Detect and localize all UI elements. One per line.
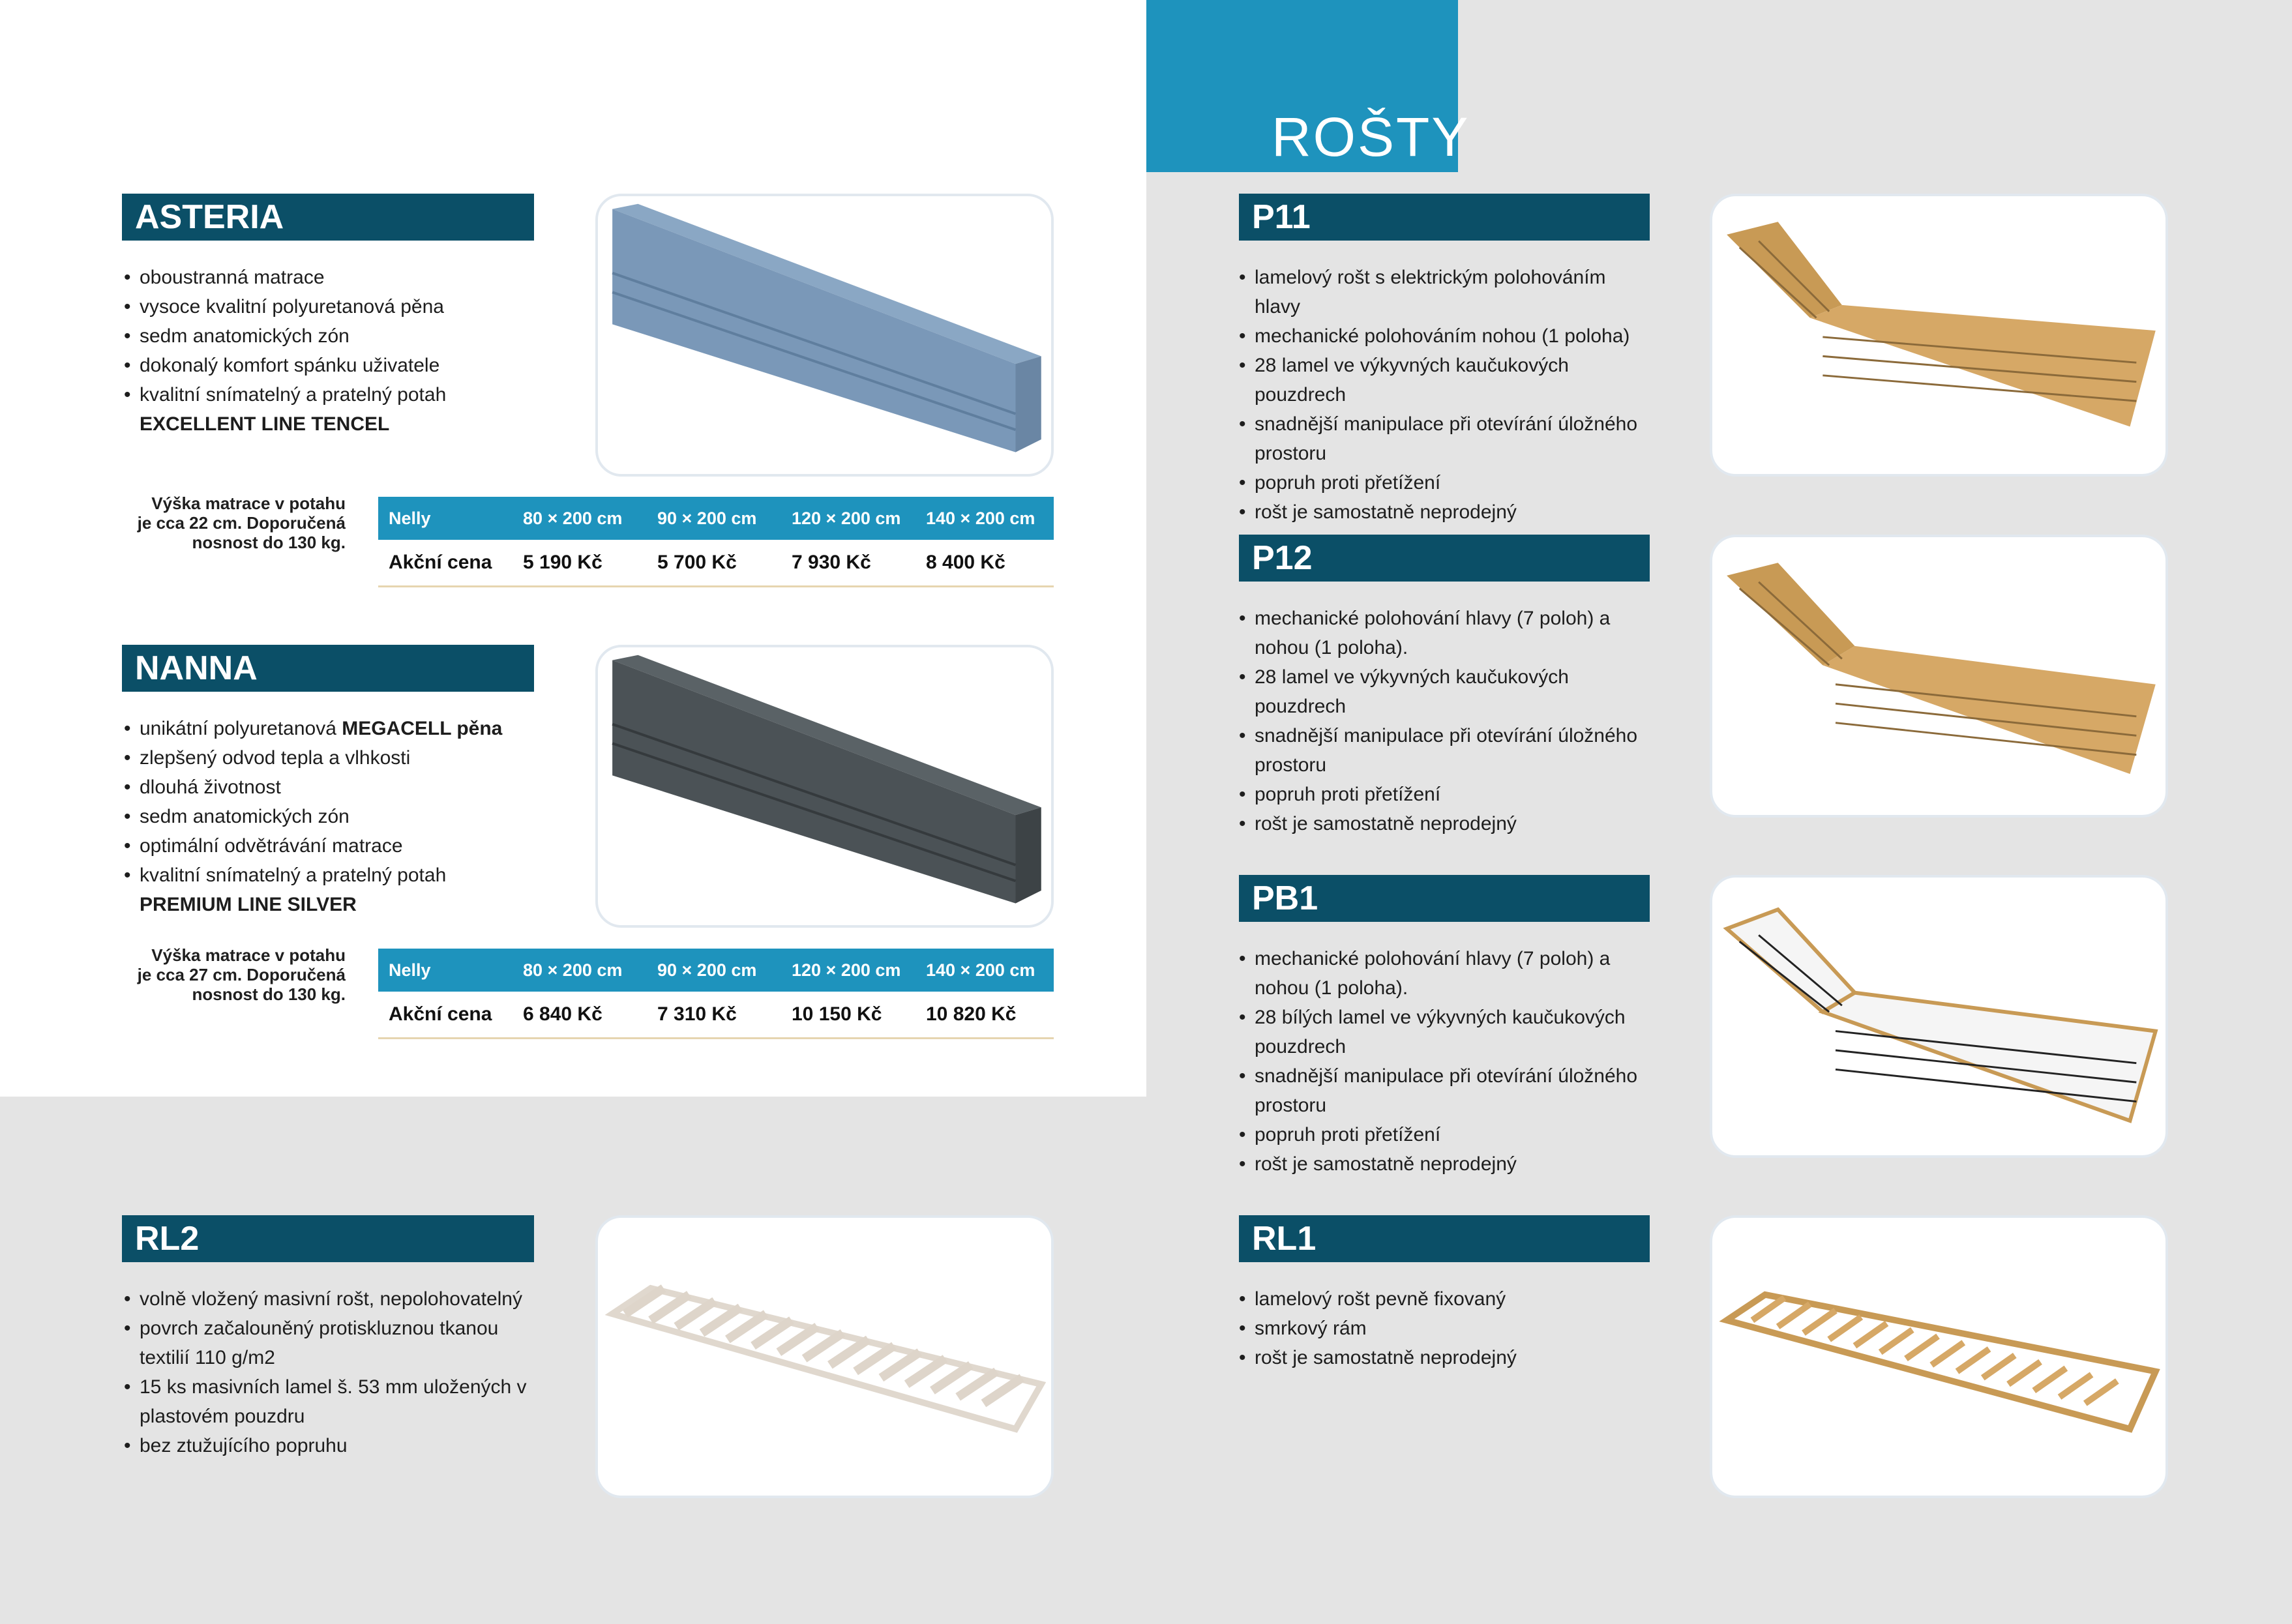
list-item: • rošt je samostatně neprodejný [1239,497,1656,527]
list-item: • povrch začalouněný protiskluznou tkanou textilií 110 g/m2 [124,1314,541,1372]
nanna-features [124,714,541,919]
section-title: ROŠTY [1272,106,1470,168]
table-cell: 7 930 Kč [781,540,915,587]
list-item: • rošt je samostatně neprodejný [1239,809,1656,838]
slatted-frame-illustration [1712,878,2165,1155]
table-row [378,992,1054,1039]
list-item: • oboustranná matrace [124,263,541,292]
table-cell: 140 × 200 cm [915,949,1054,992]
table-cell: 7 310 Kč [647,992,781,1039]
pb1-frame-image [1710,875,2168,1158]
list-item: • mechanické polohování hlavy (7 poloh) a nohou (1 poloha). [1239,604,1656,662]
list-item: • 28 lamel ve výkyvných kaučukových pouzdrech [1239,351,1656,409]
table-cell: 8 400 Kč [915,540,1054,587]
table-cell: Akční cena [378,540,513,587]
list-item: • 15 ks masivních lamel š. 53 mm uložených v plastovém pouzdru [124,1372,541,1431]
p12-frame-image [1710,535,2168,818]
table-cell: 6 840 Kč [513,992,647,1039]
table-header-row [378,497,1054,540]
table-cell: 90 × 200 cm [647,497,781,540]
list-item: • kvalitní snímatelný a pratelný potah EXCELLENT LINE TENCEL [124,380,541,439]
rl1-features [1239,1284,1656,1372]
list-item: • popruh proti přetížení [1239,1120,1656,1149]
list-item: • snadnější manipulace při otevírání úložného prostoru [1239,721,1656,780]
nanna-header: NANNA [122,645,534,692]
list-item: • dokonalý komfort spánku uživatele [124,351,541,380]
table-cell: 5 190 Kč [513,540,647,587]
asteria-header: ASTERIA [122,194,534,241]
p12-header: P12 [1239,535,1650,582]
list-item: • zlepšený odvod tepla a vlhkosti [124,743,541,773]
asteria-mattress-image [595,194,1054,477]
rl1-frame-image [1710,1215,2168,1498]
list-item: • smrkový rám [1239,1314,1656,1343]
list-item: • 28 bílých lamel ve výkyvných kaučukových pouzdrech [1239,1003,1656,1061]
table-cell: Nelly [378,949,513,992]
list-item: • unikátní polyuretanová MEGACELL pěna [124,714,541,743]
p11-features [1239,263,1656,527]
table-cell: Akční cena [378,992,513,1039]
asteria-price-table [378,497,1054,587]
list-item: • mechanické polohování hlavy (7 poloh) a nohou (1 poloha). [1239,944,1656,1003]
rl2-frame-image [595,1215,1054,1498]
table-cell: 10 150 Kč [781,992,915,1039]
p12-features [1239,604,1656,838]
list-item: • dlouhá životnost [124,773,541,802]
list-item: • lamelový rošt s elektrickým polohováním hlavy [1239,263,1656,321]
list-item: • 28 lamel ve výkyvných kaučukových pouzdrech [1239,662,1656,721]
list-item: • sedm anatomických zón [124,321,541,351]
list-item: • snadnější manipulace při otevírání úložného prostoru [1239,1061,1656,1120]
nanna-mattress-image [595,645,1054,928]
p11-header: P11 [1239,194,1650,241]
table-cell: 80 × 200 cm [513,949,647,992]
pb1-features [1239,944,1656,1179]
list-item: • lamelový rošt pevně fixovaný [1239,1284,1656,1314]
table-cell: 120 × 200 cm [781,497,915,540]
list-item: • popruh proti přetížení [1239,780,1656,809]
list-item: • kvalitní snímatelný a pratelný potah PREMIUM LINE SILVER [124,861,541,919]
list-item: • rošt je samostatně neprodejný [1239,1343,1656,1372]
rl2-features [124,1284,541,1460]
p11-frame-image [1710,194,2168,477]
table-cell: 10 820 Kč [915,992,1054,1039]
list-item: • volně vložený masivní rošt, nepolohovatelný [124,1284,541,1314]
list-item: • snadnější manipulace při otevírání úložného prostoru [1239,409,1656,468]
list-item: • bez ztužujícího popruhu [124,1431,541,1460]
table-cell: 140 × 200 cm [915,497,1054,540]
list-item: • mechanické polohováním nohou (1 poloha) [1239,321,1656,351]
asteria-note: Výška matrace v potahu je cca 22 cm. Doporučená nosnost do 130 kg. [137,494,346,552]
table-row [378,540,1054,587]
table-cell: Nelly [378,497,513,540]
list-item: • optimální odvětrávání matrace [124,831,541,861]
list-item: • vysoce kvalitní polyuretanová pěna [124,292,541,321]
slatted-frame-illustration [1712,1218,2165,1496]
table-cell: 90 × 200 cm [647,949,781,992]
slatted-frame-illustration [1712,196,2165,474]
list-item: • rošt je samostatně neprodejný [1239,1149,1656,1179]
list-item: • popruh proti přetížení [1239,468,1656,497]
table-cell: 120 × 200 cm [781,949,915,992]
table-cell: 5 700 Kč [647,540,781,587]
table-header-row [378,949,1054,992]
mattress-illustration [598,196,1051,474]
list-item: • sedm anatomických zón [124,802,541,831]
rl1-header: RL1 [1239,1215,1650,1262]
nanna-note: Výška matrace v potahu je cca 27 cm. Doporučená nosnost do 130 kg. [137,945,346,1004]
pb1-header: PB1 [1239,875,1650,922]
nanna-price-table [378,949,1054,1039]
rl2-header: RL2 [122,1215,534,1262]
table-cell: 80 × 200 cm [513,497,647,540]
mattress-illustration [598,647,1051,925]
asteria-features [124,263,541,439]
slatted-frame-illustration [1712,537,2165,815]
slatted-frame-illustration [598,1218,1051,1496]
